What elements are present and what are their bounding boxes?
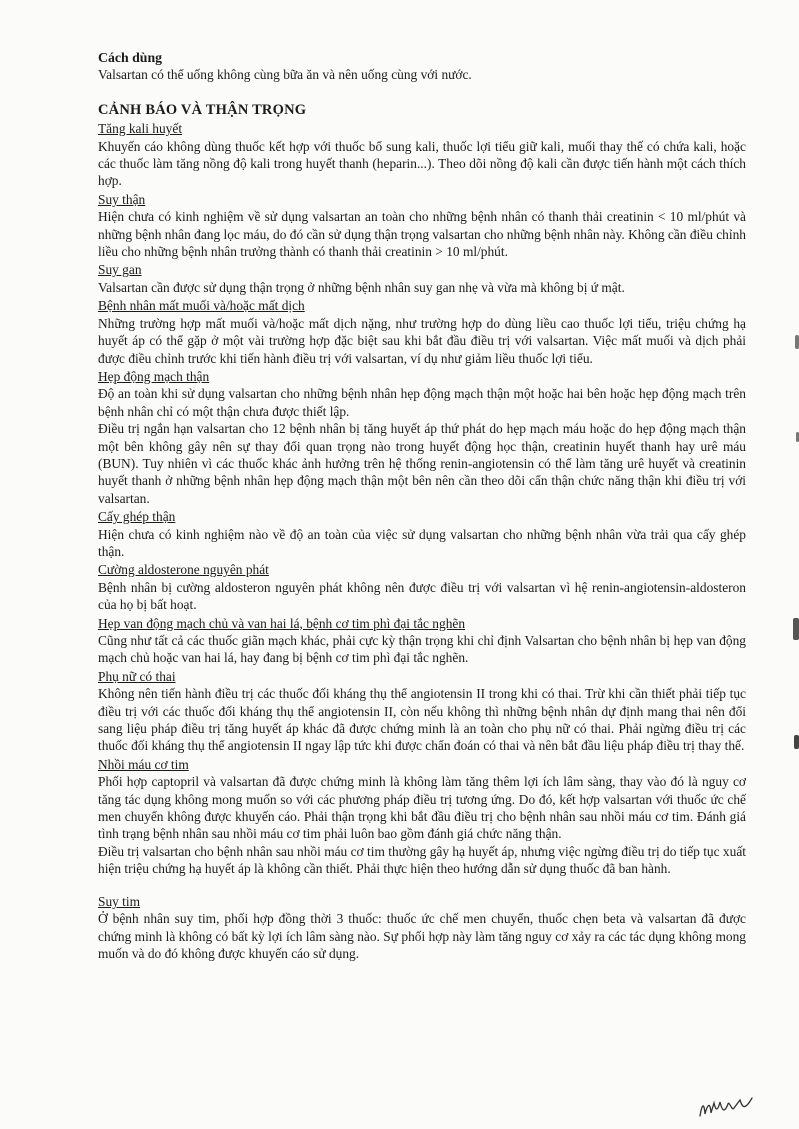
section-paragraph: Không nên tiến hành điều trị các thuốc đối kháng thụ thể angiotensin II trong khi có thai. Trừ khi cần thiết phải tiếp tục điều trị với các thuốc đối kháng thụ thể angiotensin II, còn nếu không thì những bệnh nhân dự định mang thai nên đổi sang liệu pháp điều trị tăng huyết áp khác đã được chứng minh là an toàn cho phụ nữ có thai. Phải ngừng điều trị các thuốc đối kháng thụ thể angiotensin II ngay lập tức khi được chẩn đoán có thai và nên bắt đầu liệu pháp điều trị thay thế. — [98, 686, 746, 754]
section-heading: Cường aldosterone nguyên phát — [98, 562, 269, 578]
section-heading: Hẹp động mạch thận — [98, 368, 210, 384]
section-paragraph: Bệnh nhân bị cường aldosteron nguyên phát không nên được điều trị với valsartan vì hệ renin-angiotensin-aldosteron của họ bị bất hoạt. — [98, 579, 746, 613]
section-paragraph: Khuyến cáo không dùng thuốc kết hợp với thuốc bổ sung kali, thuốc lợi tiểu giữ kali, muối thay thế có chứa kali, hoặc các thuốc làm tăng nồng độ kali trong huyết thanh (heparin...). Theo dõi nồng độ kali cần được tiến hành một cách thích hợp. — [98, 138, 746, 189]
handwritten-signature — [696, 1094, 756, 1122]
section-paragraph: Cũng như tất cả các thuốc giãn mạch khác, phải cực kỳ thận trọng khi chỉ định Valsartan cho bệnh nhân bị hẹp van động mạch chủ hoặc van hai lá, hay đang bị bệnh cơ tim phì đại tắc nghẽn. — [98, 633, 746, 666]
section-paragraph: Phối hợp captopril và valsartan đã được chứng minh là không làm tăng thêm lợi ích lâm sàng, thay vào đó là nguy cơ tăng tác dụng không mong muốn so với các phương pháp điều trị tương ứng. Do đó, kết hợp valsartan với thuốc ức chế men chuyển không được khuyến cáo. Phải thận trọng khi bắt đầu điều trị cho bệnh nhân sau nhồi máu cơ tim. Đánh giá tình trạng bệnh nhân sau nhồi máu cơ tim phải luôn bao gồm đánh giá chức năng thận. — [98, 774, 746, 842]
section-paragraph: Điều trị ngắn hạn valsartan cho 12 bệnh nhân bị tăng huyết áp thứ phát do hẹp mạch máu hoặc do hẹp động mạch thận một bên không gây nên sự thay đổi quan trọng nào trong huyết động học thận, creatinin huyết thanh hay urê máu (BUN). Tuy nhiên vì các thuốc khác ảnh hưởng trên hệ thống renin-angiotensin có thể làm tăng urê huyết và creatinin huyết thanh ở những bệnh nhân hẹp động mạch thận một bên nên cần theo dõi cẩn thận chức năng thận khi điều trị với valsartan. — [98, 421, 746, 506]
section-heading: Suy thận — [98, 191, 146, 207]
usage-heading: Cách dùng — [98, 50, 163, 65]
section-heading: Suy gan — [98, 262, 142, 278]
section-paragraph: Hiện chưa có kinh nghiệm nào về độ an toàn của việc sử dụng valsartan cho những bệnh nhân vừa trải qua cấy ghép thận. — [98, 526, 746, 559]
section-heading: Hẹp van động mạch chủ và van hai lá, bệnh cơ tim phì đại tắc nghẽn — [98, 615, 466, 631]
section-heading: Suy tim — [98, 893, 141, 909]
section-paragraph: Hiện chưa có kinh nghiệm về sử dụng valsartan an toàn cho những bệnh nhân có thanh thải creatinin < 10 ml/phút và những bệnh nhân đang lọc máu, do đó cần sử dụng thận trọng valsartan cho những bệnh nhân này. Không cần điều chỉnh liều cho những bệnh nhân trưởng thành có thanh thải creatinin > 10 ml/phút. — [98, 209, 746, 260]
warnings-title: CẢNH BÁO VÀ THẬN TRỌNG — [98, 101, 307, 118]
scan-mark — [793, 618, 799, 640]
usage-text: Valsartan có thể uống không cùng bữa ăn và nên uống cùng với nước. — [98, 67, 472, 83]
section-heading: Phụ nữ có thai — [98, 668, 176, 684]
section-paragraph: Độ an toàn khi sử dụng valsartan cho những bệnh nhân hẹp động mạch thận một hoặc hai bên hoặc hẹp động mạch trên bệnh nhân chỉ có một thận chưa được thiết lập. — [98, 386, 746, 419]
section-paragraph: Điều trị valsartan cho bệnh nhân sau nhồi máu cơ tim thường gây hạ huyết áp, nhưng việc ngừng điều trị do tiếp tục xuất hiện triệu chứng hạ huyết áp là không cần thiết. Phải thực hiện theo hướng dẫn sử dụng thuốc đã ban hành. — [98, 843, 746, 877]
warnings-sections — [98, 120, 746, 962]
section-heading: Tăng kali huyết — [98, 121, 183, 137]
section-paragraph: Ở bệnh nhân suy tim, phối hợp đồng thời 3 thuốc: thuốc ức chế men chuyển, thuốc chẹn beta và valsartan đã được chứng minh là không có bất kỳ lợi ích lâm sàng nào. Sự phối hợp này làm tăng nguy cơ xảy ra các tác dụng không mong muốn và do đó không được khuyến cáo sử dụng. — [98, 911, 746, 961]
document-page — [98, 49, 746, 962]
section-heading: Nhồi máu cơ tim — [98, 756, 189, 772]
section-heading: Cấy ghép thận — [98, 509, 176, 525]
scan-mark — [794, 735, 799, 749]
section-paragraph: Valsartan cần được sử dụng thận trọng ở những bệnh nhân suy gan nhẹ và vừa mà không bị ứ mật. — [98, 279, 625, 295]
section-heading: Bệnh nhân mất muối và/hoặc mất dịch — [98, 298, 305, 314]
scan-mark — [795, 335, 799, 349]
section-paragraph: Những trường hợp mất muối và/hoặc mất dịch nặng, như trường hợp do dùng liều cao thuốc lợi tiểu, triệu chứng hạ huyết áp có thể gặp ở một vài trường hợp đặc biệt sau khi bắt đầu điều trị với valsartan. Việc mất muối và dịch phải được điều chỉnh trước khi tiến hành điều trị với valsartan, ví dụ như giảm liều thuốc lợi tiểu. — [98, 315, 746, 366]
